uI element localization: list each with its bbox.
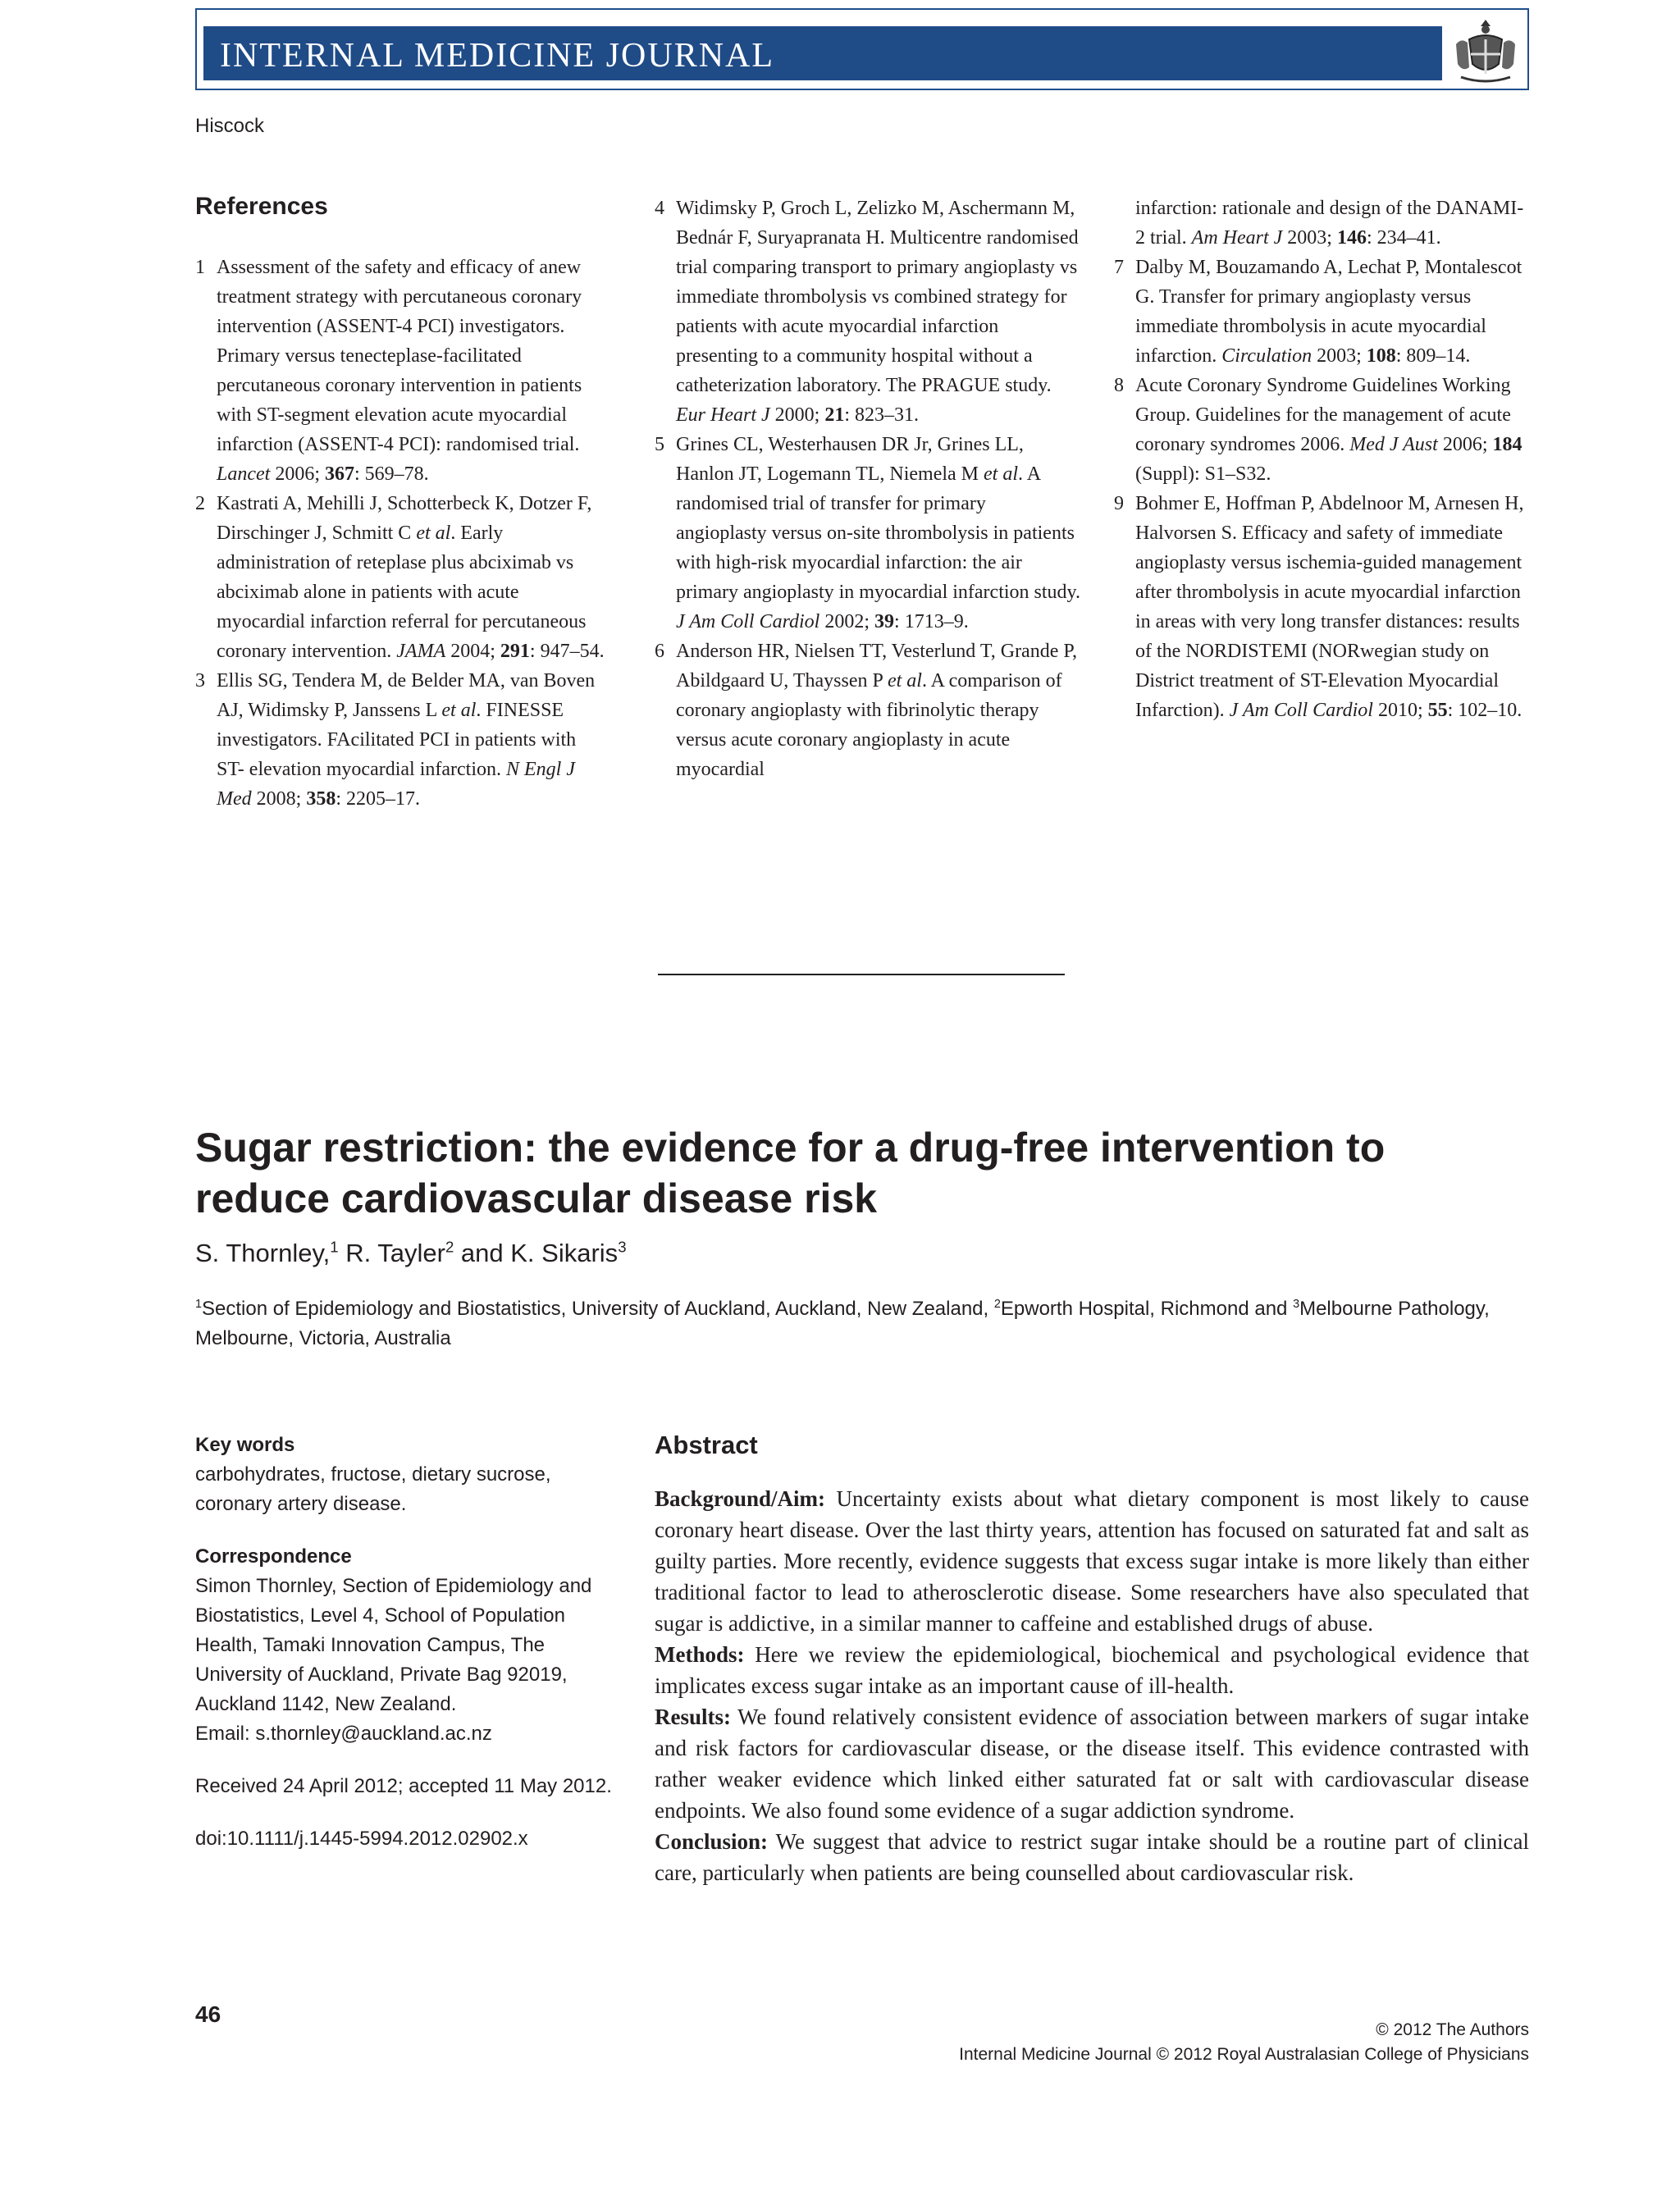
journal-banner [195, 8, 1529, 90]
reference-text: : 1713–9. [894, 611, 969, 632]
reference-text: Acute Coronary Syndrome Guidelines Working Group. Guidelines for the management of acute coronary syndromes 2006. [1135, 375, 1511, 455]
copyright-line-2: Internal Medicine Journal © 2012 Royal Australasian College of Physicians [959, 2045, 1529, 2064]
copyright-line-1: © 2012 The Authors [1376, 2020, 1529, 2039]
reference-text: Am Heart J [1191, 227, 1283, 249]
author-name: S. Thornley, [195, 1239, 331, 1267]
reference-text: 108 [1366, 345, 1396, 367]
abstract-section [655, 1639, 1529, 1701]
reference-text: infarction: rationale and design of the DANAMI-2 trial. [1135, 198, 1524, 249]
abstract-section [655, 1826, 1529, 1888]
reference-text: et al [416, 523, 451, 544]
reference-text: Lancet [217, 463, 271, 485]
reference-item [1114, 371, 1532, 489]
abstract-section [655, 1483, 1529, 1639]
reference-text: 2006; [1437, 434, 1493, 455]
reference-text: 2003; [1312, 345, 1367, 367]
reference-text: 2006; [270, 463, 325, 485]
references-heading: References [195, 193, 328, 220]
reference-text: 146 [1336, 227, 1367, 249]
reference-text: . A randomised trial of transfer for primary angioplasty versus on-site thrombolysis in patients with high-risk myocardial infarction: the air primary angioplasty in myocardial infarction study. [676, 463, 1080, 603]
abstract-section-text: Uncertainty exists about what dietary component is most likely to cause coronary heart disease. Over the last thirty years, attention has focused on saturated fat and salt as guilty parties. More recently, evidence suggests that excess sugar intake is more likely than either traditional factor to lead to atherosclerotic disease. Some researchers have also speculated that sugar is addictive, in a similar manner to caffeine and established drugs of abuse. [655, 1486, 1529, 1636]
reference-text: 2003; [1282, 227, 1337, 249]
keywords-heading: Key words [195, 1434, 295, 1456]
reference-text: Bohmer E, Hoffman P, Abdelnoor M, Arnesen H, Halvorsen S. Efficacy and safety of immediate angioplasty versus ischemia-guided management after thrombolysis in acute myocardial infarction in areas with very long transfer distances: results of the NORDISTEMI (NORwegian study on District treatment of ST-Elevation Myocardial Infarction). [1135, 493, 1524, 721]
keywords-block [195, 1431, 614, 1519]
running-head: Hiscock [195, 115, 265, 137]
affiliation-marker: 2 [993, 1298, 1001, 1311]
reference-text: J Am Coll Cardiol [676, 611, 820, 632]
reference-text: Grines CL, Westerhausen DR Jr, Grines LL, Hanlon JT, Logemann TL, Niemela M [676, 434, 1024, 485]
reference-number: 6 [655, 641, 664, 662]
reference-item [195, 253, 605, 489]
reference-text: 21 [824, 404, 845, 426]
copyright-notice [959, 2018, 1529, 2067]
author-affiliation-marker: 2 [445, 1238, 454, 1256]
reference-text: : 809–14. [1395, 345, 1471, 367]
reference-text: 184 [1492, 434, 1522, 455]
reference-text: 2002; [819, 611, 875, 632]
reference-item [655, 430, 1081, 637]
article-sidebar [195, 1431, 614, 1877]
author-affiliation-marker: 3 [618, 1238, 627, 1256]
reference-item [195, 489, 605, 666]
reference-text: Anderson HR, Nielsen TT, Vesterlund T, Grande P, Abildgaard U, Thayssen P [676, 641, 1078, 691]
reference-item [195, 666, 605, 814]
abstract-section-label: Conclusion: [655, 1829, 769, 1854]
college-crest-icon [1448, 15, 1523, 87]
correspondence-email[interactable]: Email: s.thornley@auckland.ac.nz [195, 1723, 492, 1745]
reference-text: : 823–31. [844, 404, 919, 426]
journal-title: INTERNAL MEDICINE JOURNAL [220, 37, 775, 75]
abstract-section-label: Background/Aim: [655, 1486, 826, 1511]
reference-text: 291 [500, 641, 530, 662]
references-column-1 [195, 194, 605, 814]
abstract-section [655, 1701, 1529, 1826]
author-affiliation-marker: 1 [330, 1238, 339, 1256]
author-name: and K. Sikaris [454, 1239, 619, 1267]
reference-text: Med J Aust [1349, 434, 1438, 455]
reference-text: 2004; [445, 641, 500, 662]
abstract-section-label: Methods: [655, 1642, 745, 1667]
reference-text: Dalby M, Bouzamando A, Lechat P, Montalescot G. Transfer for primary angioplasty versus immediate thrombolysis in acute myocardial infarction. [1135, 257, 1522, 367]
reference-text: : 2205–17. [336, 788, 420, 810]
correspondence-heading: Correspondence [195, 1545, 352, 1568]
journal-banner-bar [203, 26, 1442, 80]
reference-text: . A comparison of coronary angioplasty with fibrinolytic therapy versus acute coronary angioplasty in acute myocardial [676, 670, 1062, 780]
reference-text: Kastrati A, Mehilli J, Schotterbeck K, Dotzer F, Dirschinger J, Schmitt C [217, 493, 592, 544]
reference-text: : 102–10. [1447, 700, 1522, 721]
article-title: Sugar restriction: the evidence for a drug-free intervention to reduce cardiovascular disease risk [195, 1125, 1386, 1221]
reference-number: 8 [1114, 375, 1124, 396]
reference-text: Circulation [1221, 345, 1312, 367]
reference-text: N Engl J Med [217, 759, 576, 810]
reference-text: JAMA [396, 641, 446, 662]
reference-number: 2 [195, 493, 205, 514]
reference-text: et al [441, 700, 477, 721]
reference-text: 55 [1427, 700, 1448, 721]
page-number: 46 [195, 2001, 221, 2027]
abstract-heading: Abstract [655, 1431, 758, 1459]
reference-item [655, 637, 1081, 784]
affiliation-text: Melbourne Pathology, Melbourne, Victoria, Australia [195, 1298, 1490, 1349]
reference-text: 39 [874, 611, 895, 632]
reference-text: J Am Coll Cardiol [1229, 700, 1373, 721]
reference-number: 9 [1114, 493, 1124, 514]
abstract-section-text: We suggest that advice to restrict sugar intake should be a routine part of clinical care, particularly when patients are being counselled about cardiovascular risk. [655, 1829, 1529, 1885]
reference-number: 1 [195, 257, 205, 278]
reference-text: : 234–41. [1366, 227, 1441, 249]
reference-text: Assessment of the safety and efficacy of anew treatment strategy with percutaneous coronary intervention (ASSENT-4 PCI) investigators. Primary versus tenecteplase-facilitated percutaneous coronary intervention in patients with ST-segment elevation acute myocardial infarction (ASSENT-4 PCI): randomised trial. [217, 257, 582, 455]
reference-text: 367 [325, 463, 354, 485]
reference-number: 5 [655, 434, 664, 455]
correspondence-block [195, 1542, 614, 1749]
reference-number: 4 [655, 198, 664, 219]
affiliation-marker: 1 [195, 1298, 203, 1311]
reference-text: . FINESSE investigators. FAcilitated PCI in patients with ST- elevation myocardial infarction. [217, 700, 577, 780]
reference-text: Eur Heart J [676, 404, 770, 426]
reference-number: 3 [195, 670, 205, 691]
reference-text: 2000; [769, 404, 825, 426]
abstract-body [655, 1483, 1529, 1888]
reference-item [1114, 489, 1532, 725]
reference-text: 2008; [251, 788, 307, 810]
affiliations [195, 1294, 1532, 1353]
reference-text: Ellis SG, Tendera M, de Belder MA, van Boven AJ, Widimsky P, Janssens L [217, 670, 596, 721]
abstract-section-text: Here we review the epidemiological, biochemical and psychological evidence that implicates excess sugar intake as an important cause of ill-health. [655, 1642, 1529, 1698]
abstract [655, 1431, 1529, 1888]
reference-text: . Early administration of reteplase plus abciximab vs abciximab alone in patients with acute myocardial infarction referral for percutaneous coronary intervention. [217, 523, 587, 662]
correspondence-address: Simon Thornley, Section of Epidemiology and Biostatistics, Level 4, School of Population Health, Tamaki Innovation Campus, The University of Auckland, Private Bag 92019, Auckland 1142, New Zealand. [195, 1575, 592, 1715]
keywords-text: carbohydrates, fructose, dietary sucrose, coronary artery disease. [195, 1463, 551, 1515]
abstract-section-label: Results: [655, 1705, 731, 1729]
affiliation-marker: 3 [1293, 1298, 1300, 1311]
affiliation-text: Section of Epidemiology and Biostatistics, University of Auckland, Auckland, New Zealand, [202, 1298, 994, 1320]
section-divider [658, 974, 1065, 975]
reference-text: et al [887, 670, 922, 691]
abstract-section-text: We found relatively consistent evidence of association between markers of sugar intake and risk factors for cardiovascular disease, or the disease itself. This evidence contrasted with rather weaker evidence which linked either saturated fat or salt with cardiovascular disease endpoints. We also found some evidence of a sugar addiction syndrome. [655, 1705, 1529, 1823]
doi[interactable]: doi:10.1111/j.1445-5994.2012.02902.x [195, 1828, 528, 1850]
reference-item [655, 194, 1081, 430]
author-name: R. Tayler [338, 1239, 445, 1267]
reference-text: (Suppl): S1–S32. [1135, 463, 1271, 485]
reference-item [1114, 253, 1532, 371]
reference-text: 2010; [1372, 700, 1428, 721]
affiliation-text: Epworth Hospital, Richmond and [1000, 1298, 1294, 1320]
reference-text: : 569–78. [354, 463, 429, 485]
reference-item-continued [1114, 194, 1532, 253]
received-dates: Received 24 April 2012; accepted 11 May 2012. [195, 1775, 612, 1797]
reference-text: et al [984, 463, 1019, 485]
reference-text: 358 [306, 788, 336, 810]
references-column-2 [655, 194, 1081, 784]
author-list [195, 1239, 627, 1268]
references-column-3 [1114, 194, 1532, 725]
reference-text: Widimsky P, Groch L, Zelizko M, Aschermann M, Bednár F, Suryapranata H. Multicentre randomised trial comparing transport to primary angioplasty vs immediate thrombolysis vs combined strategy for patients with acute myocardial infarction presenting to a community hospital without a catheterization laboratory. The PRAGUE study. [676, 198, 1079, 396]
reference-number: 7 [1114, 257, 1124, 278]
reference-text: : 947–54. [529, 641, 605, 662]
